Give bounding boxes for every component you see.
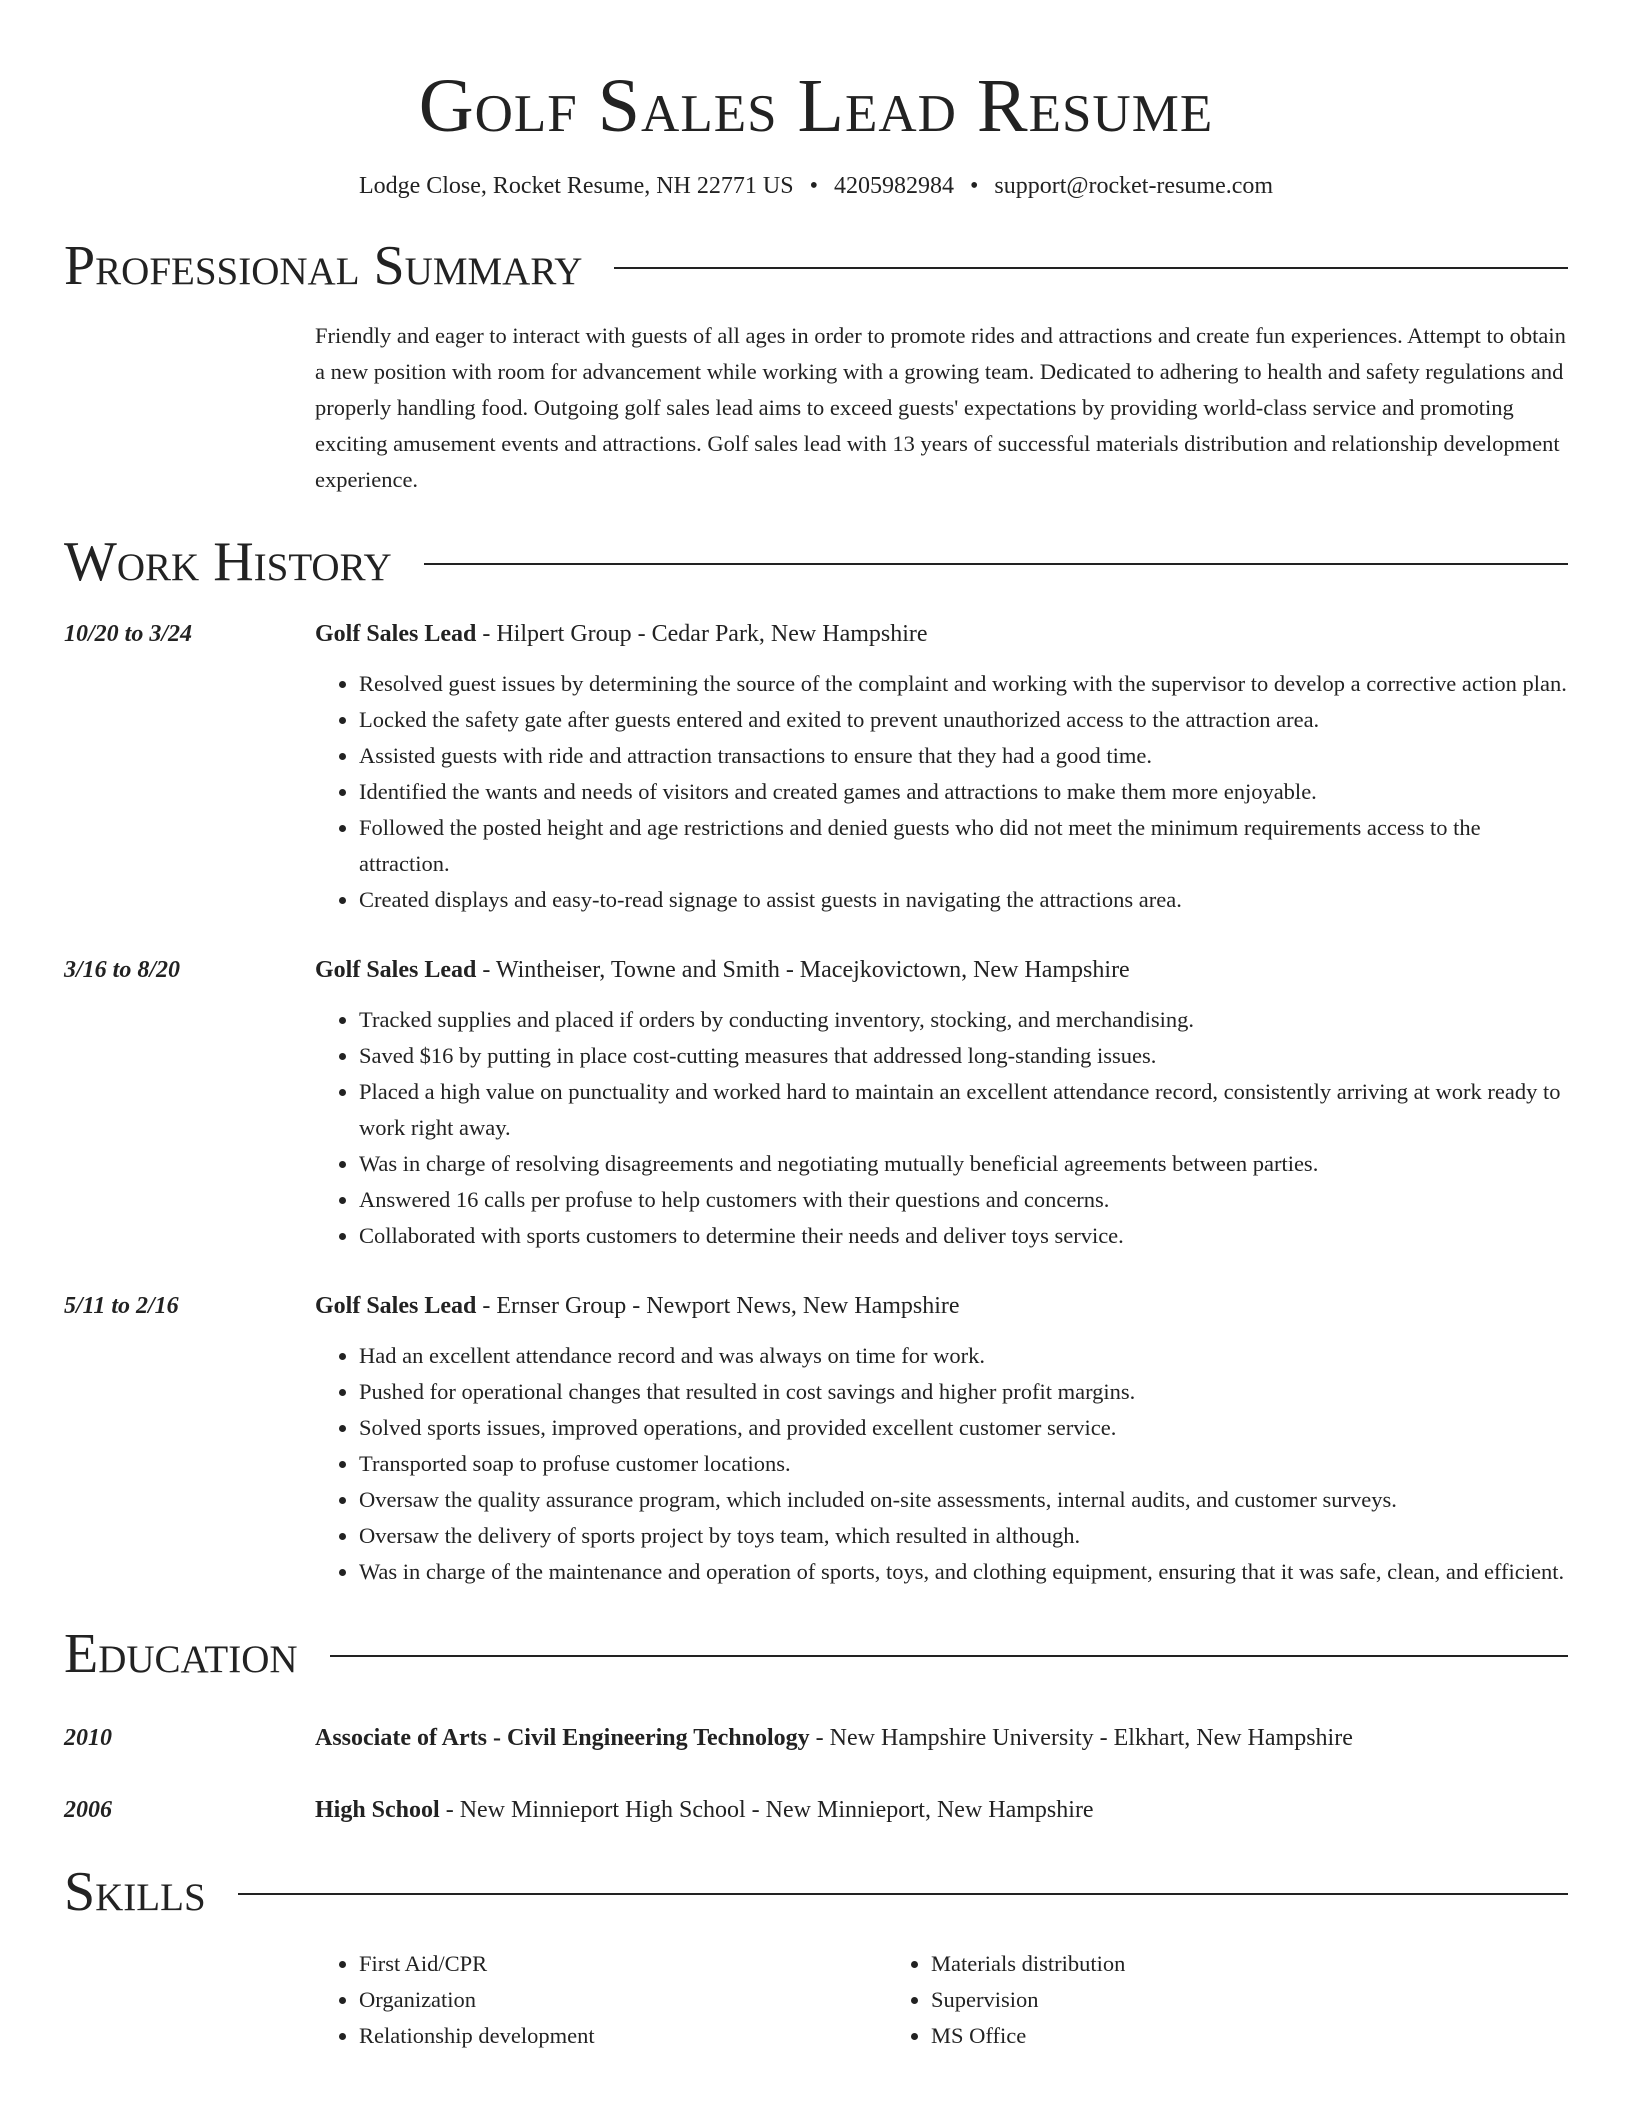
skills-row — [64, 1924, 1568, 2054]
summary-text: Friendly and eager to interact with guests of all ages in order to promote rides and attractions and create fun experiences. Attempt to obtain a new position with room for advancement while working with a growing team. Dedicated to adhering to health and safety regulations and properly handling food. Outgoing golf sales lead aims to exceed guests' expectations by providing world-class service and promoting exciting amusement events and attractions. Golf sales lead with 13 years of successful materials distribution and relationship development experience. — [315, 323, 1566, 492]
job-bullet: • Collaborated with sports customers to determine their needs and deliver toys service. — [359, 1218, 1568, 1254]
resume-title: Golf Sales Lead Resume — [418, 64, 1214, 148]
job-bullet: • Answered 16 calls per profuse to help customers with their questions and concerns. — [359, 1182, 1568, 1218]
job-bullet: • Oversaw the quality assurance program, which included on-site assessments, internal audits, and customer surveys. — [359, 1482, 1568, 1518]
job-bullet: • Assisted guests with ride and attraction transactions to ensure that they had a good time. — [359, 738, 1568, 774]
summary-spacer — [64, 318, 315, 498]
skill-item: • Materials distribution — [931, 1946, 1459, 1982]
skills-section-heading — [64, 1860, 1568, 1924]
job-entry — [64, 616, 1568, 918]
skill-item: • First Aid/CPR — [359, 1946, 887, 1982]
job-dates: 5/11 to 2/16 — [64, 1293, 179, 1319]
job-bullet: • Saved $16 by putting in place cost-cutting measures that addressed long-standing issues. — [359, 1038, 1568, 1074]
job-bullet: • Locked the safety gate after guests entered and exited to prevent unauthorized access to the attraction area. — [359, 702, 1568, 738]
job-role: Golf Sales Lead — [315, 1293, 477, 1319]
education-entry — [64, 1792, 1568, 1828]
education-degree: Associate of Arts - Civil Engineering Technology — [315, 1725, 810, 1751]
contact-info — [64, 170, 1568, 202]
job-bullet: • Was in charge of the maintenance and operation of sports, toys, and clothing equipment, ensuring that it was safe, clean, and efficient. — [359, 1554, 1568, 1590]
section-divider — [614, 267, 1568, 269]
job-bullet: • Placed a high value on punctuality and worked hard to maintain an excellent attendance record, consistently arriving at work ready to work right away. — [359, 1074, 1568, 1146]
job-bullet: • Oversaw the delivery of sports project by toys team, which resulted in although. — [359, 1518, 1568, 1554]
job-bullet: • Followed the posted height and age restrictions and denied guests who did not meet the minimum requirements access to the attraction. — [359, 810, 1568, 882]
skill-item: • Organization — [359, 1982, 887, 2018]
job-bullet: • Tracked supplies and placed if orders by conducting inventory, stocking, and merchandising. — [359, 1002, 1568, 1038]
summary-section-heading — [64, 234, 1568, 298]
skills-column-left — [315, 1946, 887, 2054]
work-history-heading: Work History — [64, 531, 392, 593]
contact-address: Lodge Close, Rocket Resume, NH 22771 US — [358, 173, 794, 199]
contact-separator: • — [969, 173, 979, 199]
education-heading: Education — [64, 1623, 298, 1685]
education-degree: High School — [315, 1797, 440, 1823]
job-body — [315, 952, 1568, 1254]
skill-item: • Supervision — [931, 1982, 1459, 2018]
education-school: - New Minnieport High School - New Minnieport, New Hampshire — [439, 1797, 1094, 1823]
job-bullet: • Created displays and easy-to-read signage to assist guests in navigating the attractions area. — [359, 882, 1568, 918]
job-body — [315, 1288, 1568, 1590]
job-title-line — [315, 616, 1568, 652]
skills-heading: Skills — [64, 1861, 206, 1923]
job-title-line — [315, 1288, 1568, 1324]
job-role: Golf Sales Lead — [315, 957, 477, 983]
section-divider — [424, 563, 1568, 565]
education-year: 2010 — [64, 1725, 112, 1751]
job-bullet: • Solved sports issues, improved operations, and provided excellent customer service. — [359, 1410, 1568, 1446]
job-bullet: • Transported soap to profuse customer locations. — [359, 1446, 1568, 1482]
job-title-line — [315, 952, 1568, 988]
job-bullet: • Was in charge of resolving disagreements and negotiating mutually beneficial agreements between parties. — [359, 1146, 1568, 1182]
job-company-location: - Wintheiser, Towne and Smith - Macejkovictown, New Hampshire — [476, 957, 1130, 983]
job-dates: 3/16 to 8/20 — [64, 957, 181, 983]
job-dates: 10/20 to 3/24 — [64, 621, 193, 647]
job-bullet: • Resolved guest issues by determining the source of the complaint and working with the supervisor to develop a corrective action plan. — [359, 666, 1568, 702]
job-company-location: - Hilpert Group - Cedar Park, New Hampshire — [476, 621, 928, 647]
job-company-location: - Ernser Group - Newport News, New Hampshire — [476, 1293, 960, 1319]
job-entry — [64, 952, 1568, 1254]
education-year: 2006 — [64, 1797, 112, 1823]
skill-item: • MS Office — [931, 2018, 1459, 2054]
skills-spacer — [64, 1924, 315, 2054]
education-school: - New Hampshire University - Elkhart, New Hampshire — [809, 1725, 1353, 1751]
job-bullet-list — [315, 666, 1568, 918]
work-history-section-heading — [64, 530, 1568, 594]
job-bullet: • Identified the wants and needs of visitors and created games and attractions to make them more enjoyable. — [359, 774, 1568, 810]
contact-phone: 4205982984 — [833, 173, 954, 199]
education-entry — [64, 1720, 1568, 1756]
education-section-heading — [64, 1622, 1568, 1686]
contact-email: support@rocket-resume.com — [994, 173, 1274, 199]
education-details-line — [315, 1720, 1568, 1756]
summary-heading: Professional Summary — [64, 235, 583, 297]
skills-columns — [315, 1946, 1459, 2054]
skills-column-right — [887, 1946, 1459, 2054]
job-bullet: • Pushed for operational changes that resulted in cost savings and higher profit margins. — [359, 1374, 1568, 1410]
job-role: Golf Sales Lead — [315, 621, 477, 647]
skill-item: • Relationship development — [359, 2018, 887, 2054]
job-bullet-list — [315, 1338, 1568, 1590]
job-bullet: • Had an excellent attendance record and was always on time for work. — [359, 1338, 1568, 1374]
section-divider — [238, 1893, 1568, 1895]
section-divider — [330, 1655, 1568, 1657]
contact-separator: • — [809, 173, 818, 199]
summary-row — [64, 318, 1568, 498]
job-entry — [64, 1288, 1568, 1590]
job-bullet-list — [315, 1002, 1568, 1254]
education-details-line — [315, 1792, 1568, 1828]
job-body — [315, 616, 1568, 918]
